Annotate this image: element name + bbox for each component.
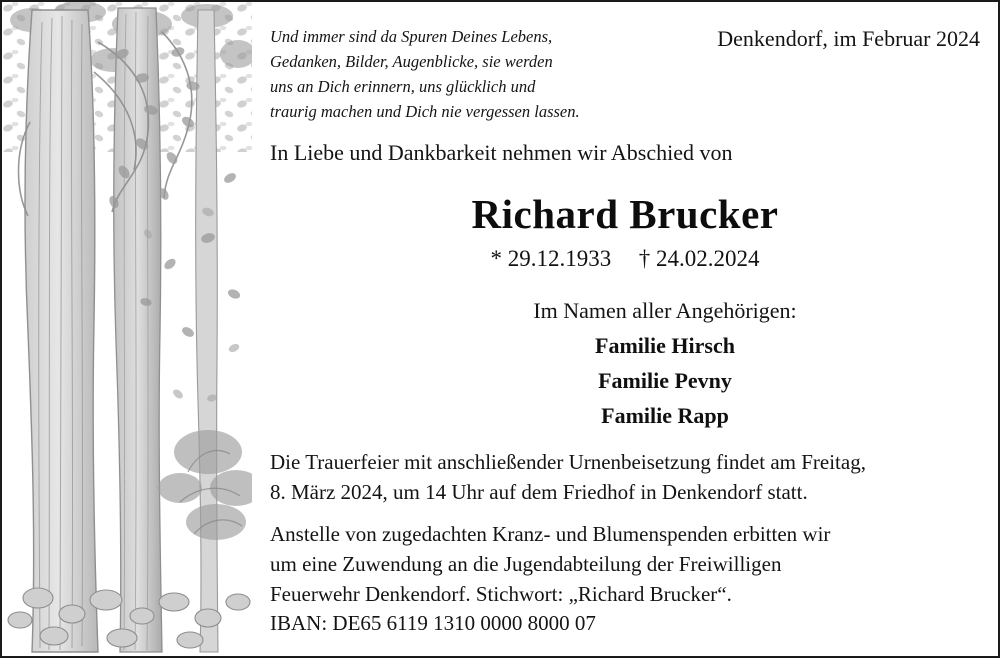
family-name-1: Familie Hirsch bbox=[595, 333, 735, 358]
death-symbol: † bbox=[638, 246, 651, 271]
family-intro: Im Namen aller Angehörigen: bbox=[533, 298, 797, 323]
notice-content bbox=[252, 2, 998, 656]
birth-date: 29.12.1933 bbox=[507, 246, 612, 271]
birth-symbol: * bbox=[490, 246, 502, 271]
forest-trees-illustration bbox=[2, 2, 252, 656]
deceased-dates bbox=[252, 246, 998, 272]
death-date: 24.02.2024 bbox=[656, 246, 760, 271]
poem-line-4: traurig machen und Dich nie vergessen lassen. bbox=[270, 102, 580, 122]
family-block bbox=[252, 298, 998, 429]
family-name-3: Familie Rapp bbox=[601, 403, 729, 428]
funeral-line-2: 8. März 2024, um 14 Uhr auf dem Friedhof in Denkendorf statt. bbox=[270, 479, 808, 504]
deceased-name: Richard Brucker bbox=[471, 191, 779, 237]
poem-line-2: Gedanken, Bilder, Augenblicke, sie werden bbox=[270, 52, 553, 72]
iban-line: IBAN: DE65 6119 1310 0000 8000 07 bbox=[270, 611, 596, 636]
poem-block bbox=[270, 24, 690, 124]
place-and-date: Denkendorf, im Februar 2024 bbox=[717, 26, 980, 51]
funeral-line-1: Die Trauerfeier mit anschließender Urnenbeisetzung findet am Freitag, bbox=[270, 450, 866, 474]
poem-line-3: uns an Dich erinnern, uns glücklich und bbox=[270, 77, 536, 97]
donation-line-3: Feuerwehr Denkendorf. Stichwort: „Richard Brucker“. bbox=[270, 581, 732, 606]
donation-line-2: um eine Zuwendung an die Jugendabteilung der Freiwilligen bbox=[270, 551, 782, 576]
poem-line-1: Und immer sind da Spuren Deines Lebens, bbox=[270, 27, 553, 46]
family-name-2: Familie Pevny bbox=[598, 368, 732, 393]
donation-line-1: Anstelle von zugedachten Kranz- und Blumenspenden erbitten wir bbox=[270, 522, 831, 546]
farewell-line: In Liebe und Dankbarkeit nehmen wir Abschied von bbox=[270, 140, 733, 165]
funeral-paragraph bbox=[270, 448, 986, 508]
donation-paragraph bbox=[270, 520, 986, 639]
